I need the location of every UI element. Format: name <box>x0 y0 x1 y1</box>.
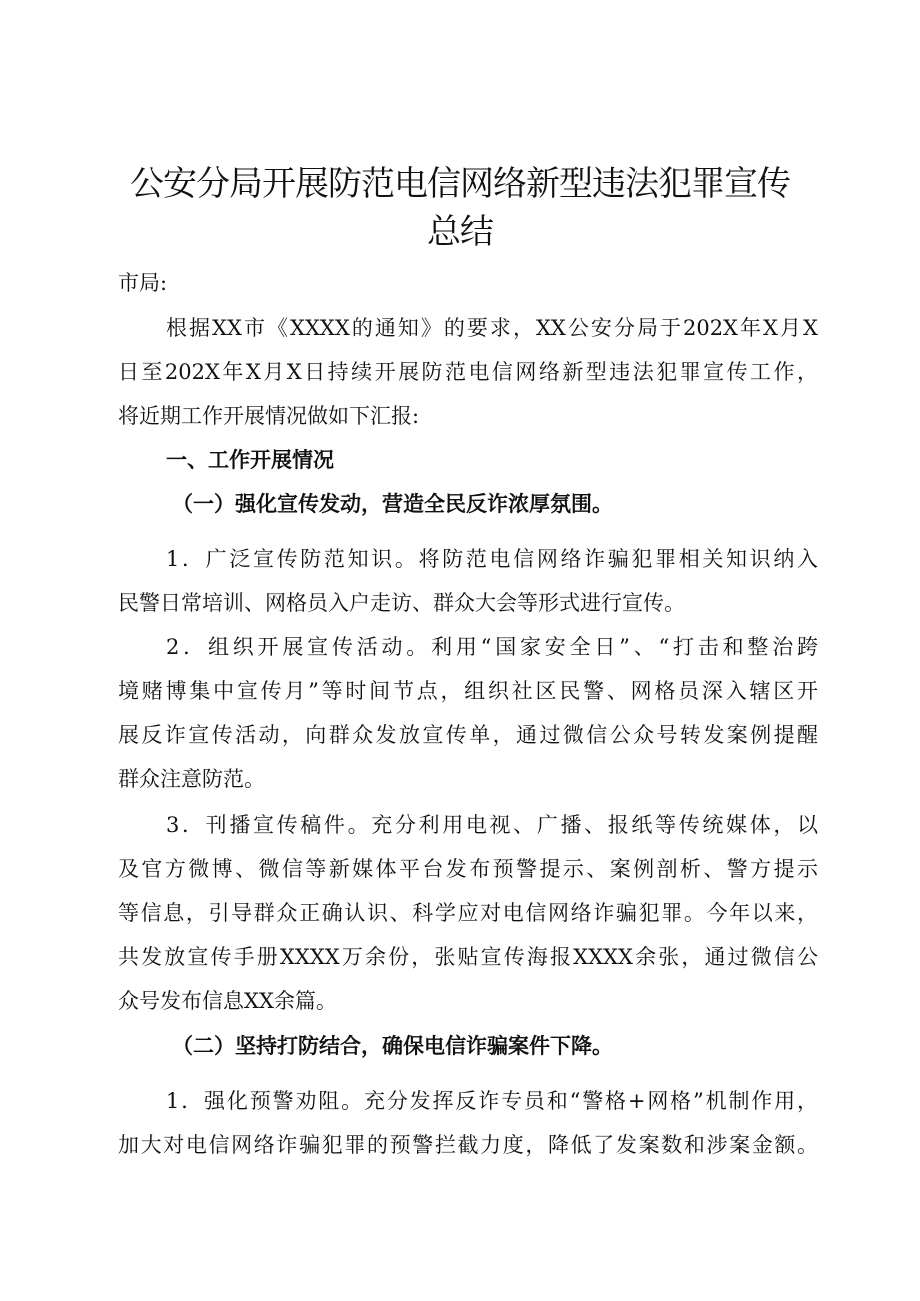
document-title-line-1: 公安分局开展防范电信网络新型违法犯罪宣传 <box>130 164 790 204</box>
item-2-line-2: 境赌博集中宣传月”等时间节点，组织社区民警、网格员深入辖区开 <box>118 679 818 703</box>
item-3-line-1: 3．刊播宣传稿件。充分利用电视、广播、报纸等传统媒体，以 <box>166 813 818 837</box>
item-2-line-4: 群众注意防范。 <box>118 767 265 791</box>
item-1-line-2: 民警日常培训、网格员入户走访、群众大会等形式进行宣传。 <box>118 591 685 615</box>
intro-line-1: 根据XX市《XXXX的通知》的要求，XX公安分局于202X年X月X <box>166 316 818 340</box>
item-3-line-2: 及官方微博、微信等新媒体平台发布预警提示、案例剖析、警方提示 <box>118 857 818 881</box>
item-2-line-1: 2．组织开展宣传活动。利用“国家安全日”、“打击和整治跨 <box>166 635 818 659</box>
item-2-line-3: 展反诈宣传活动，向群众发放宣传单，通过微信公众号转发案例提醒 <box>118 723 818 747</box>
item-3-line-4: 共发放宣传手册XXXX万余份，张贴宣传海报XXXX余张，通过微信公 <box>118 945 818 969</box>
item-1-line-1: 1．广泛宣传防范知识。将防范电信网络诈骗犯罪相关知识纳入 <box>166 547 818 571</box>
item-4-line-2: 加大对电信网络诈骗犯罪的预警拦截力度，降低了发案数和涉案金额。 <box>118 1133 818 1157</box>
document-title-line-2: 总结 <box>427 212 493 252</box>
intro-line-2: 日至202X年X月X日持续开展防范电信网络新型违法犯罪宣传工作， <box>118 360 818 384</box>
section-1-heading: 一、工作开展情况 <box>166 448 334 472</box>
subsection-1-heading: （一）强化宣传发动，营造全民反诈浓厚氛围。 <box>172 491 613 516</box>
item-3-line-5: 众号发布信息XX余篇。 <box>118 989 337 1013</box>
salutation: 市局: <box>118 271 168 295</box>
intro-line-3: 将近期工作开展情况做如下汇报: <box>118 404 420 428</box>
item-4-line-1: 1．强化预警劝阻。充分发挥反诈专员和“警格+网格”机制作用， <box>166 1089 818 1113</box>
subsection-2-heading: （二）坚持打防结合，确保电信诈骗案件下降。 <box>172 1033 613 1058</box>
item-3-line-3: 等信息，引导群众正确认识、科学应对电信网络诈骗犯罪。今年以来， <box>118 901 818 925</box>
